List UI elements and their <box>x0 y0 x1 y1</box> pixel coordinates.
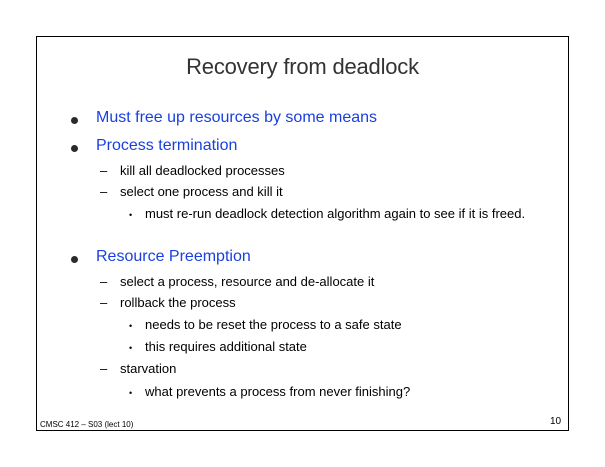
dash-mark: – <box>100 295 108 310</box>
bullet-resource-preemption: Resource Preemption <box>96 248 251 265</box>
dash-mark: – <box>100 274 108 289</box>
sub-starvation: starvation <box>120 361 177 376</box>
small-bullet-mark: • <box>129 210 133 220</box>
sub-select-one: select one process and kill it <box>120 184 283 199</box>
small-bullet-mark: • <box>129 343 133 353</box>
sub-rollback: rollback the process <box>120 295 236 310</box>
bullet-free-resources: Must free up resources by some means <box>96 109 378 126</box>
small-bullet-mark: • <box>129 388 133 398</box>
small-bullet-mark: • <box>129 321 133 331</box>
sub-sub-never-finishing: what prevents a process from never finishing? <box>145 384 411 399</box>
page-number: 10 <box>550 416 562 427</box>
sub-kill-all: kill all deadlocked processes <box>120 163 285 178</box>
bullet-process-termination: Process termination <box>96 137 238 154</box>
sub-select-deallocate: select a process, resource and de-allocate it <box>120 274 375 289</box>
slide-title: Recovery from deadlock <box>186 54 419 79</box>
dash-mark: – <box>100 184 108 199</box>
sub-sub-additional-state: this requires additional state <box>145 339 307 354</box>
bullet-dot-icon <box>71 117 78 124</box>
dash-mark: – <box>100 361 108 376</box>
bullet-dot-icon <box>71 145 78 152</box>
dash-mark: – <box>100 163 108 178</box>
bullet-dot-icon <box>71 256 78 263</box>
footer-course: CMSC 412 – S03 (lect 10) <box>40 420 134 429</box>
sub-sub-rerun-detection: must re-run deadlock detection algorithm again to see if it is freed. <box>145 206 526 221</box>
sub-sub-reset-safe-state: needs to be reset the process to a safe state <box>145 317 402 332</box>
slide-frame <box>36 36 569 431</box>
